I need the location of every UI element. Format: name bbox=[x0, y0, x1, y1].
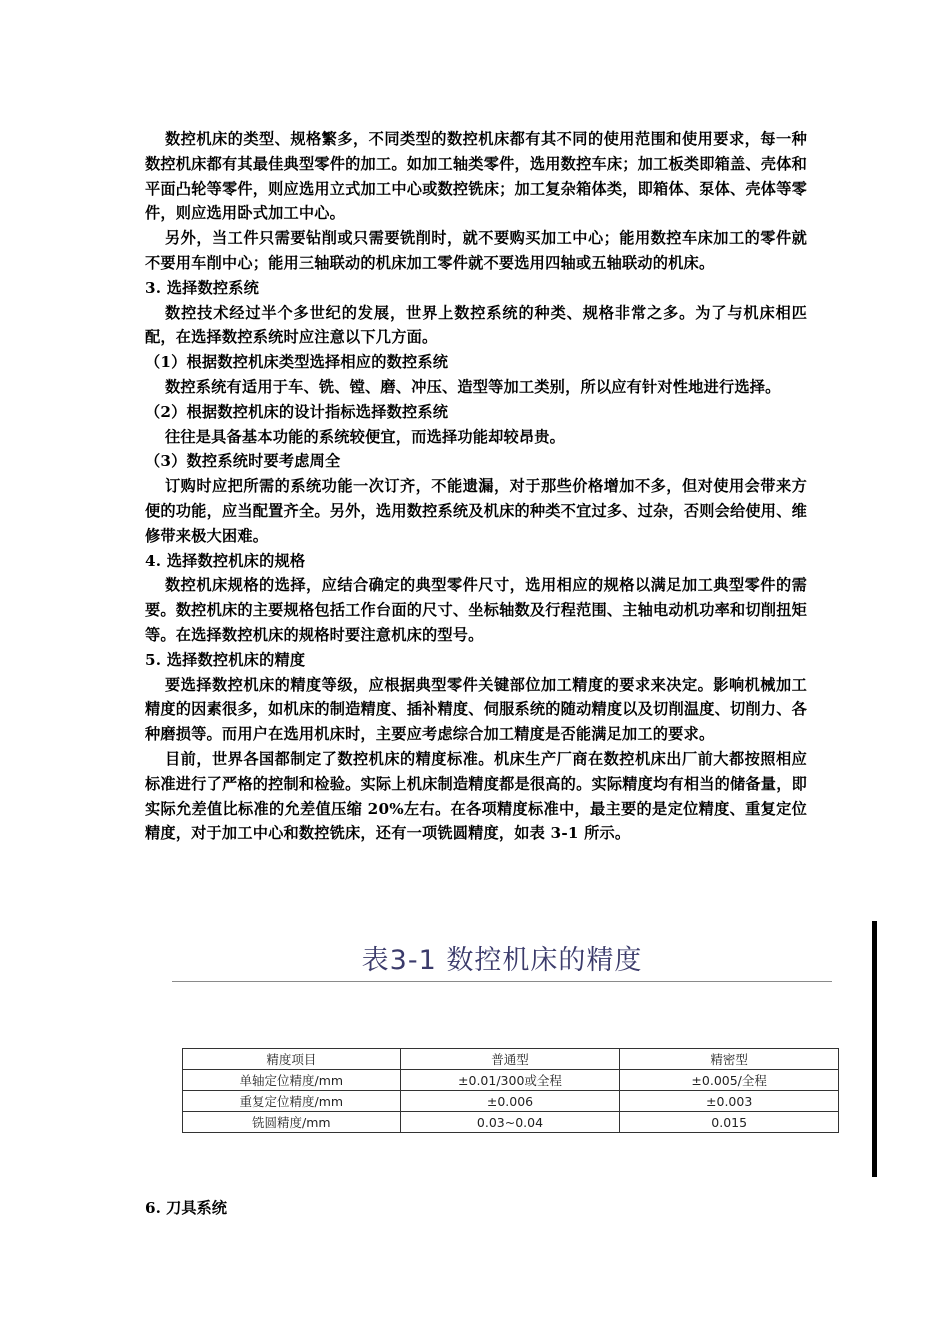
table-header-cell: 精密型 bbox=[620, 1049, 839, 1070]
table-header-row bbox=[183, 1049, 839, 1070]
subheading-1: （1）根据数控机床类型选择相应的数控系统 bbox=[145, 353, 449, 372]
table-cell: ±0.01/300或全程 bbox=[400, 1070, 620, 1091]
paragraph-sub-1: 数控系统有适用于车、铣、镗、磨、冲压、造型等加工类别，所以应有针对性地进行选择。 bbox=[165, 377, 781, 396]
table-cell: 重复定位精度/mm bbox=[183, 1091, 401, 1112]
table-cell: ±0.003 bbox=[620, 1091, 839, 1112]
paragraph-accuracy-1: 要选择数控机床的精度等级，应根据典型零件关键部位加工精度的要求来决定。影响机械加工精度的因素很多，如机床的制造精度、插补精度、伺服系统的随动精度以及切削温度、切削力、各种磨损等。而用户在选用机床时，主要应考虑综合加工精度是否能满足加工的要求。 bbox=[145, 675, 807, 744]
paragraph-nc-system-intro: 数控技术经过半个多世纪的发展，世界上数控系统的种类、规格非常之多。为了与机床相匹配，在选择数控系统时应注意以下几方面。 bbox=[145, 303, 807, 347]
paragraph-accuracy-2: 目前，世界各国都制定了数控机床的精度标准。机床生产厂商在数控机床出厂前大都按照相应标准进行了严格的控制和检验。实际上机床制造精度都是很高的。实际精度均有相当的储备量，即实际允差值比标准的允差值压缩 20%左右。在各项精度标准中，最主要的是定位精度、重复定位精度，对于加工中心和数控铣床，还有一项铣圆精度，如表 3-1 所示。 bbox=[145, 749, 807, 843]
table-header-cell: 精度项目 bbox=[183, 1049, 401, 1070]
table-title: 表3-1 数控机床的精度 bbox=[361, 945, 643, 976]
margin-bar bbox=[872, 921, 877, 1177]
paragraph-machining-center-note: 另外，当工件只需要钻削或只需要铣削时，就不要购买加工中心；能用数控车床加工的零件就不要用车削中心；能用三轴联动的机床加工零件就不要选用四轴或五轴联动的机床。 bbox=[145, 229, 807, 272]
table-cell: ±0.006 bbox=[400, 1091, 620, 1112]
paragraph-machine-types: 数控机床的类型、规格繁多，不同类型的数控机床都有其不同的使用范围和使用要求，每一种数控机床都有其最佳典型零件的加工。如加工轴类零件，选用数控车床；加工板类即箱盖、壳体和平面凸轮等零件，则应选用立式加工中心或数控铣床；加工复杂箱体类，即箱体、泵体、壳体等零件，则应选用卧式加工中心。 bbox=[145, 130, 807, 223]
section-heading-6: 6. 刀具系统 bbox=[145, 1199, 227, 1217]
table-cell: ±0.005/全程 bbox=[620, 1070, 839, 1091]
section-heading-3: 3. 选择数控系统 bbox=[145, 278, 260, 297]
paragraph-sub-2: 往往是具备基本功能的系统较便宜，而选择功能却较昂贵。 bbox=[165, 427, 566, 446]
table-cell: 铣圆精度/mm bbox=[183, 1112, 401, 1133]
paragraph-sub-3: 订购时应把所需的系统功能一次订齐，不能遗漏，对于那些价格增加不多，但对使用会带来方便的功能，应当配置齐全。另外，选用数控系统及机床的种类不宜过多、过杂，否则会给使用、维修带来极大困难。 bbox=[145, 477, 807, 545]
table-cell: 0.015 bbox=[620, 1112, 839, 1133]
section-heading-5: 5. 选择数控机床的精度 bbox=[145, 650, 306, 669]
title-divider bbox=[172, 981, 832, 982]
table-cell: 单轴定位精度/mm bbox=[183, 1070, 401, 1091]
subheading-2: （2）根据数控机床的设计指标选择数控系统 bbox=[145, 402, 449, 421]
subheading-3: （3）数控系统时要考虑周全 bbox=[145, 452, 341, 471]
section-heading-4: 4. 选择数控机床的规格 bbox=[145, 551, 306, 570]
body-text bbox=[145, 127, 807, 846]
paragraph-spec: 数控机床规格的选择，应结合确定的典型零件尺寸，选用相应的规格以满足加工典型零件的需要。数控机床的主要规格包括工作台面的尺寸、坐标轴数及行程范围、主轴电动机功率和切削扭矩等。在选择数控机床的规格时要注意机床的型号。 bbox=[145, 576, 807, 644]
table-row bbox=[183, 1070, 839, 1091]
table-row bbox=[183, 1112, 839, 1133]
table-header-cell: 普通型 bbox=[400, 1049, 620, 1070]
table-row bbox=[183, 1091, 839, 1112]
table-cell: 0.03~0.04 bbox=[400, 1112, 620, 1133]
accuracy-table bbox=[182, 1048, 839, 1133]
